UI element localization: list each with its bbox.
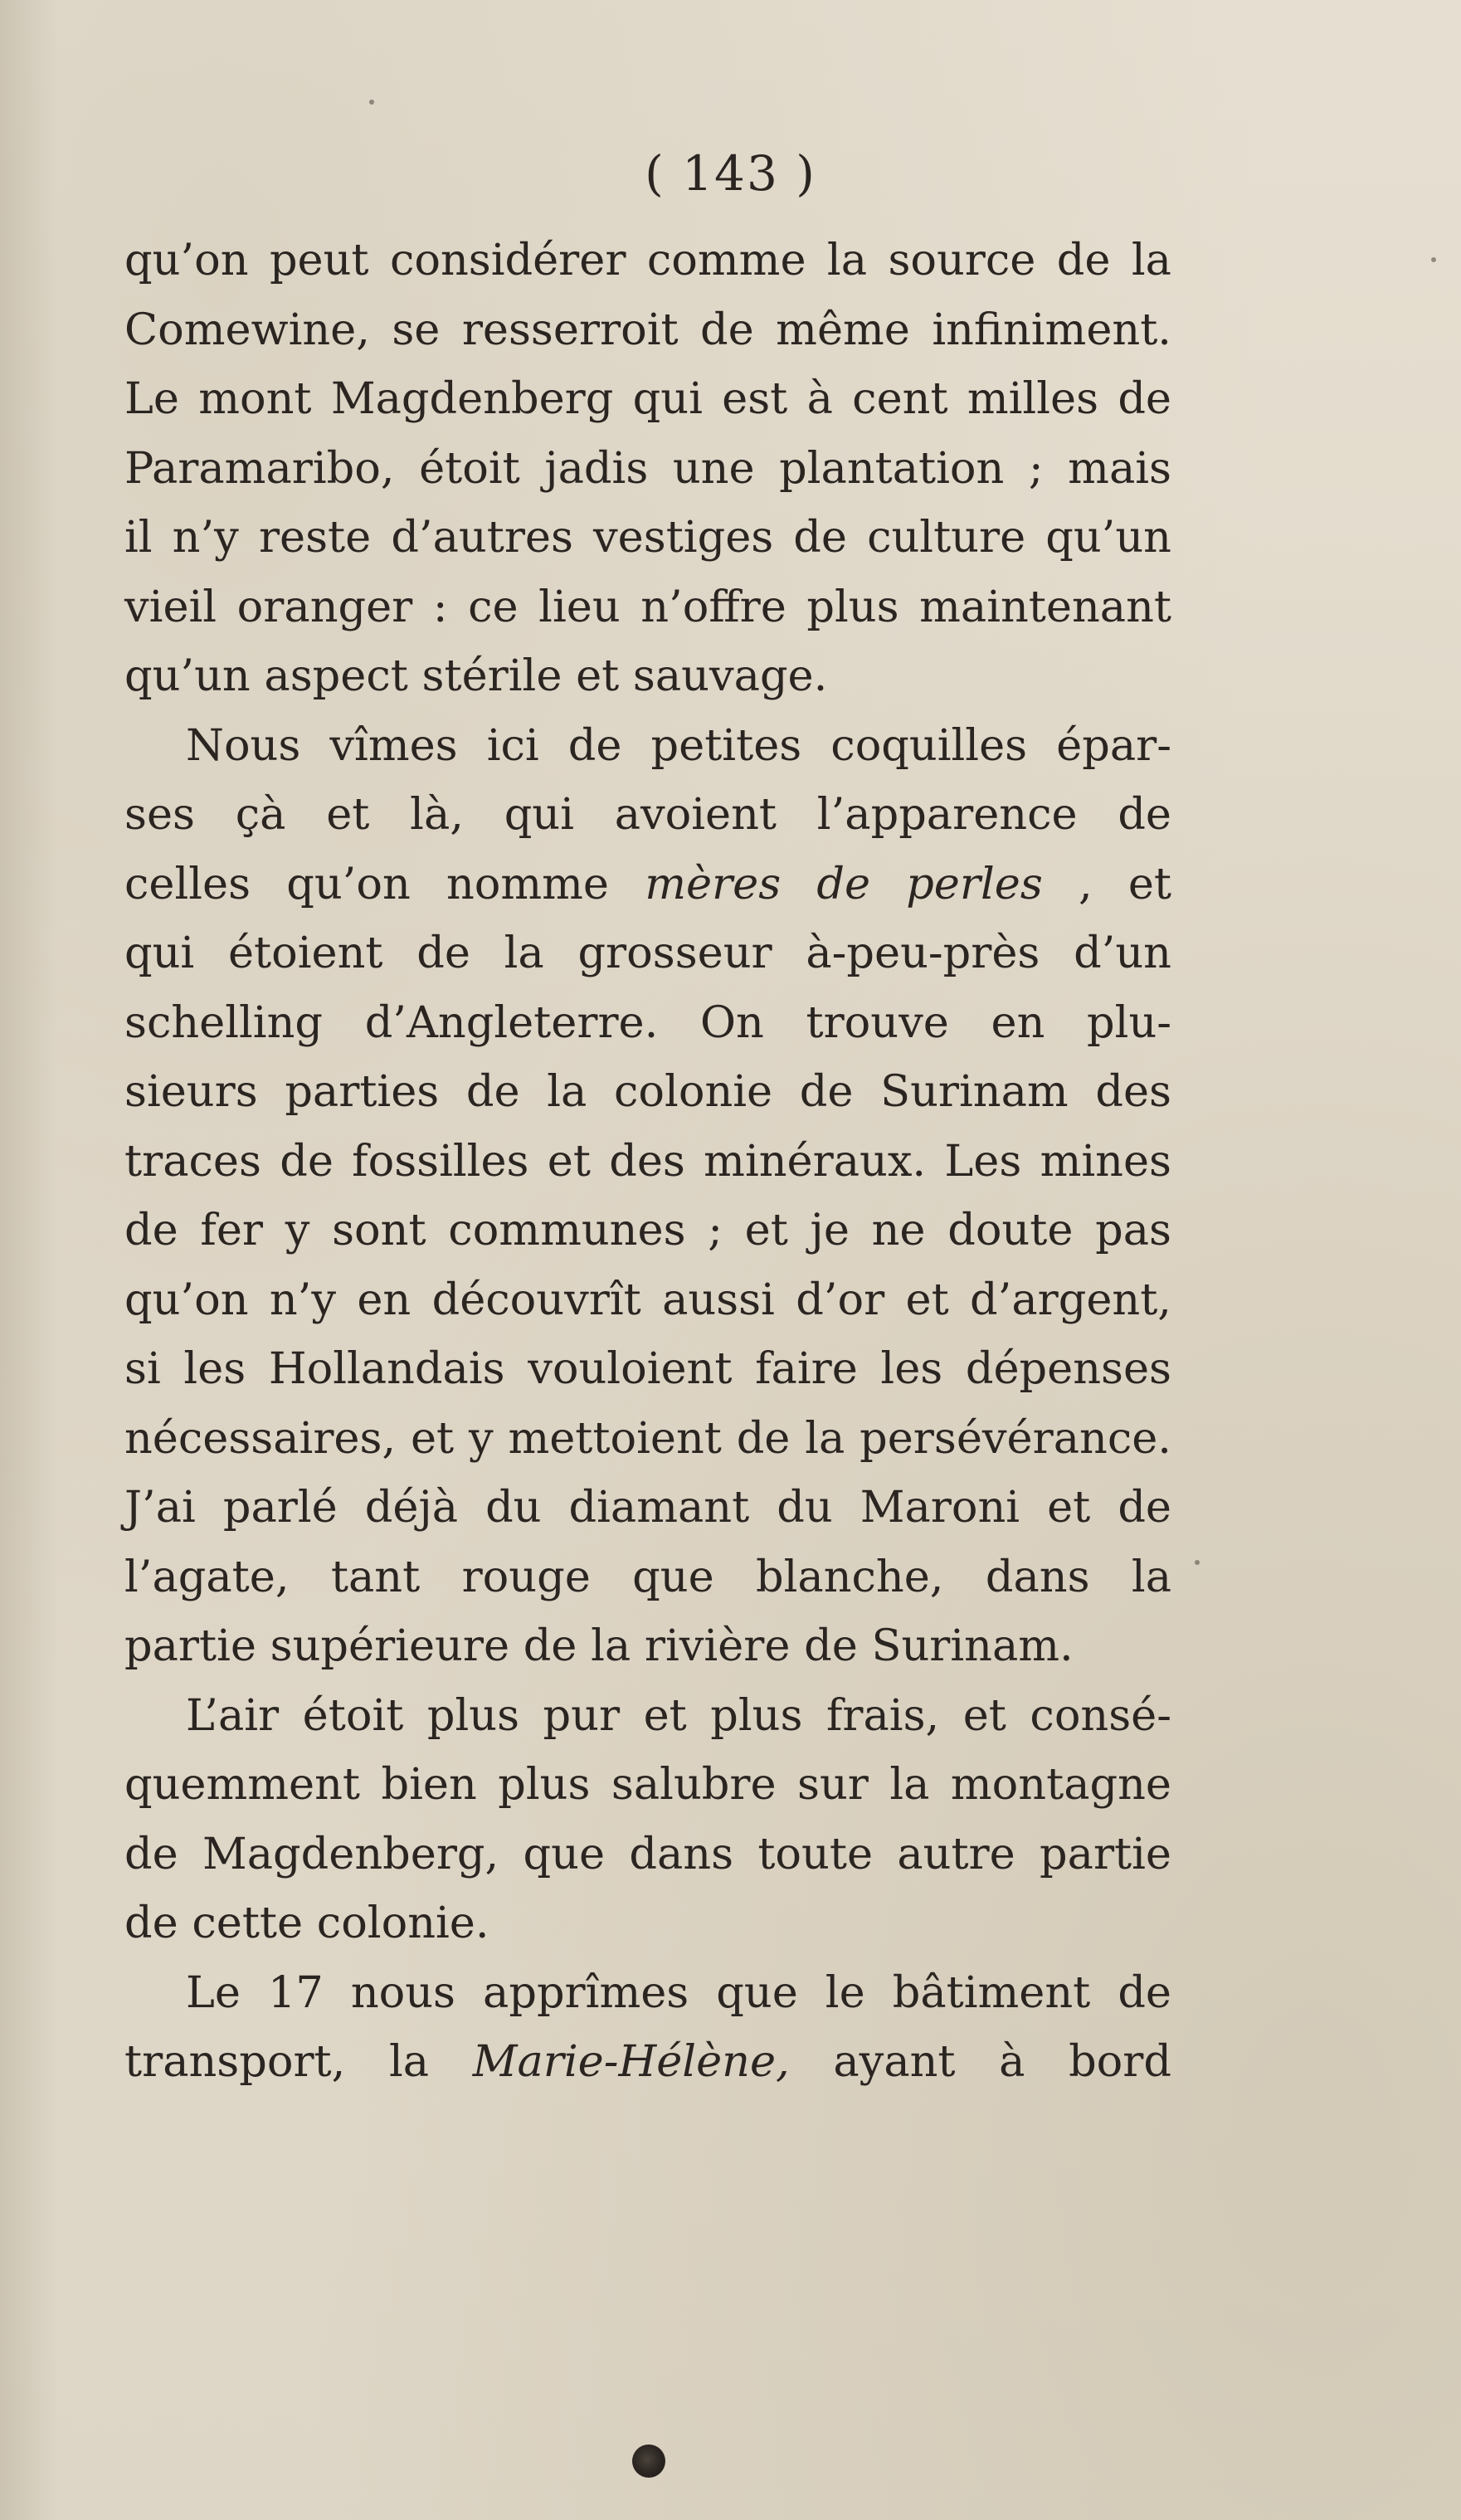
text-line: L’air étoit plus pur et plus frais, et consé- [186, 1689, 1171, 1741]
text-line: si les Hollandais vouloient faire les dépenses [124, 1343, 1171, 1394]
text-line: qu’on peut considérer comme la source de la [124, 235, 1171, 285]
paper-speck [369, 100, 374, 105]
italic-term: mères de perles [645, 858, 1043, 909]
italic-ship-name: Marie-Hélène, [472, 2036, 790, 2087]
ink-blot-ornament [632, 2444, 665, 2478]
text-line: partie supérieure de la rivière de Surinam. [124, 1621, 1074, 1671]
text-line: Nous vîmes ici de petites coquilles épar- [186, 719, 1171, 771]
text-line: qu’on n’y en découvrît aussi d’or et d’argent, [124, 1274, 1171, 1325]
text-line: celles qu’on nomme mères de perles , et [124, 858, 1172, 909]
text-line: Le 17 nous apprîmes que le bâtiment de [186, 1967, 1171, 2018]
text-line: ses çà et là, qui avoient l’apparence de [124, 789, 1171, 840]
text-line: transport, la Marie-Hélène, ayant à bord [124, 2036, 1171, 2087]
text-line: quemment bien plus salubre sur la montagne [124, 1759, 1171, 1810]
paper-speck [1431, 257, 1436, 262]
text-line: Paramaribo, étoit jadis une plantation ; mais [124, 442, 1171, 494]
text-line: l’agate, tant rouge que blanche, dans la [124, 1551, 1171, 1602]
text-line: schelling d’Angleterre. On trouve en plu- [124, 997, 1171, 1048]
text-line: Comewine, se resserroit de même infiniment. [124, 304, 1171, 355]
text-line: il n’y reste d’autres vestiges de culture qu’un [124, 512, 1171, 563]
text-line: traces de fossilles et des minéraux. Les mines [124, 1135, 1171, 1187]
page-number-header: ( 143 ) [645, 145, 816, 202]
text-line: qui étoient de la grosseur à-peu-près d’un [124, 928, 1171, 978]
text-line: qu’un aspect stérile et sauvage. [124, 651, 828, 701]
text-line: vieil oranger : ce lieu n’offre plus maintenant [124, 581, 1171, 632]
text-line: de cette colonie. [124, 1898, 489, 1948]
text-line: de fer y sont communes ; et je ne doute pas [124, 1205, 1171, 1255]
text-line: sieurs parties de la colonie de Surinam des [124, 1066, 1171, 1117]
text-line: nécessaires, et y mettoient de la persévérance. [124, 1412, 1171, 1464]
text-line: de Magdenberg, que dans toute autre partie [124, 1828, 1171, 1879]
page-edge-shadow [0, 0, 58, 2520]
paper-speck [1195, 1560, 1200, 1565]
body-text [124, 226, 1171, 2097]
text-line: J’ai parlé déjà du diamant du Maroni et de [124, 1482, 1171, 1533]
text-line: Le mont Magdenberg qui est à cent milles de [124, 373, 1171, 424]
